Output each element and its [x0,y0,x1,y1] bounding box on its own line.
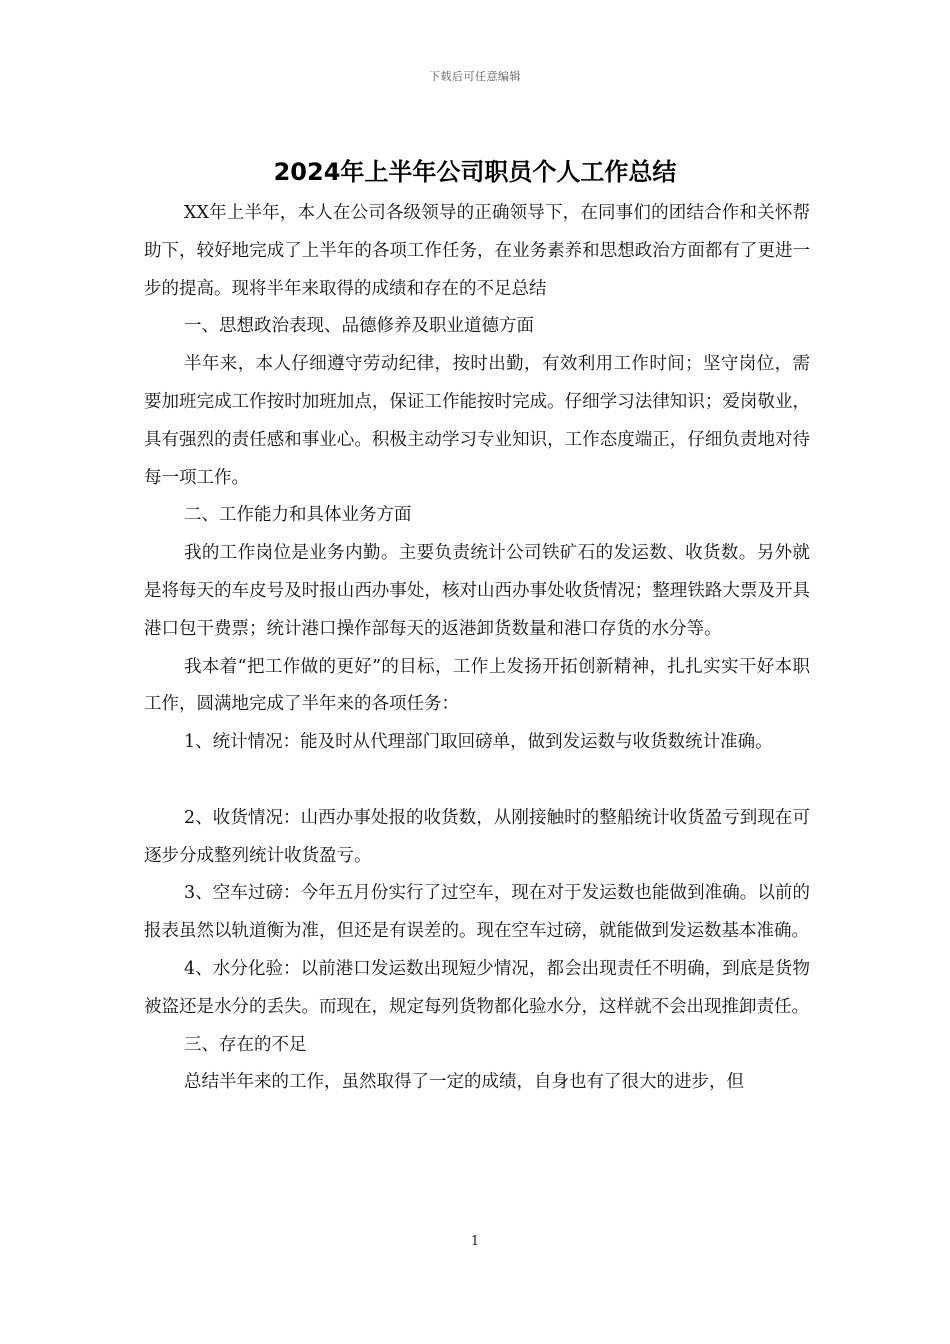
paragraph-shortcomings: 总结半年来的工作，虽然取得了一定的成绩，自身也有了很大的进步，但 [184,1072,744,1093]
list-item-statistics: 1、统计情况：能及时从代理部门取回磅单，做到发运数与收货数统计准确。 [184,732,773,753]
section-heading-1: 一、思想政治表现、品德修养及职业道德方面 [184,316,534,337]
list-item-moisture-testing: 4、水分化验：以前港口发运数出现短少情况，都会出现责任不明确，到底是货物被盗还是水分的丢失。而现在，规定每列货物都化验水分，这样就不会出现推卸责任。 [144,958,810,1017]
document-body [144,195,810,1102]
paragraph-section-1: 半年来，本人仔细遵守劳动纪律，按时出勤，有效利用工作时间；坚守岗位，需要加班完成工作按时加班加点，保证工作能按时完成。仔细学习法律知识；爱岗敬业，具有强烈的责任感和事业心。积极主动学习专业知识，工作态度端正，仔细负责地对待每一项工作。 [144,354,810,488]
paragraph-job-duties: 我的工作岗位是业务内勤。主要负责统计公司铁矿石的发运数、收货数。另外就是将每天的车皮号及时报山西办事处，核对山西办事处收货情况；整理铁路大票及开具港口包干费票；统计港口操作部每天的返港卸货数量和港口存货的水分等。 [144,543,810,639]
section-heading-2: 二、工作能力和具体业务方面 [184,505,412,526]
list-item-empty-car-weighing: 3、空车过磅：今年五月份实行了过空车，现在对于发运数也能做到准确。以前的报表虽然以轨道衡为准，但还是有误差的。现在空车过磅，就能做到发运数基本准确。 [144,883,810,942]
paragraph-intro: XX年上半年，本人在公司各级领导的正确领导下，在同事们的团结合作和关怀帮助下，较好地完成了上半年的各项工作任务，在业务素养和思想政治方面都有了更进一步的提高。现将半年来取得的成绩和存在的不足总结 [144,203,810,299]
document-title: 2024年上半年公司职员个人工作总结 [273,158,677,186]
section-heading-3: 三、存在的不足 [184,1034,307,1055]
blank-line [144,762,810,800]
list-item-receiving: 2、收货情况：山西办事处报的收货数，从刚接触时的整船统计收货盈亏到现在可逐步分成整列统计收货盈亏。 [144,807,810,866]
page-number: 1 [470,1234,480,1249]
header-note: 下载后可任意编辑 [429,70,521,83]
paragraph-goal: 我本着“把工作做的更好”的目标，工作上发扬开拓创新精神，扎扎实实干好本职工作，圆满地完成了半年来的各项任务： [144,656,810,715]
